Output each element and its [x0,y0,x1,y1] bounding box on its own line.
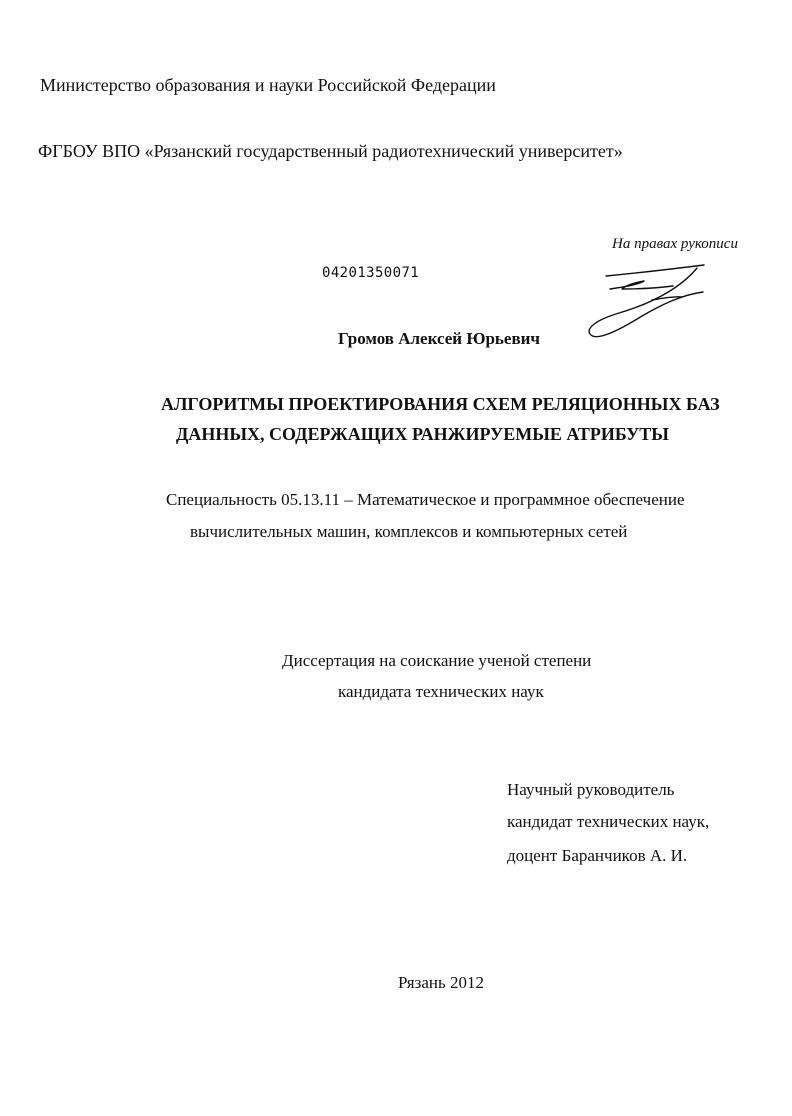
dissertation-title-line-2: ДАННЫХ, СОДЕРЖАЩИХ РАНЖИРУЕМЫЕ АТРИБУТЫ [176,424,669,444]
ministry-heading: Министерство образования и науки Российской Федерации [40,75,496,95]
handwritten-signature [584,258,712,340]
degree-line-2: кандидата технических наук [338,682,544,701]
dissertation-title-line-1: АЛГОРИТМЫ ПРОЕКТИРОВАНИЯ СХЕМ РЕЛЯЦИОННЫХ БАЗ [161,394,720,414]
supervisor-line-1: Научный руководитель [507,780,675,799]
specialty-line-1: Специальность 05.13.11 – Математическое и программное обеспечение [166,490,685,509]
degree-line-1: Диссертация на соискание ученой степени [282,651,592,670]
university-heading: ФГБОУ ВПО «Рязанский государственный радиотехнический университет» [38,141,623,161]
manuscript-rights-note: На правах рукописи [612,236,738,252]
supervisor-line-2: кандидат технических наук, [507,812,710,831]
specialty-line-2: вычислительных машин, комплексов и компьютерных сетей [190,522,628,541]
catalog-code: 04201350071 [322,265,420,281]
place-and-year: Рязань 2012 [398,973,484,992]
supervisor-line-3: доцент Баранчиков А. И. [507,846,688,865]
author-name: Громов Алексей Юрьевич [338,329,541,348]
